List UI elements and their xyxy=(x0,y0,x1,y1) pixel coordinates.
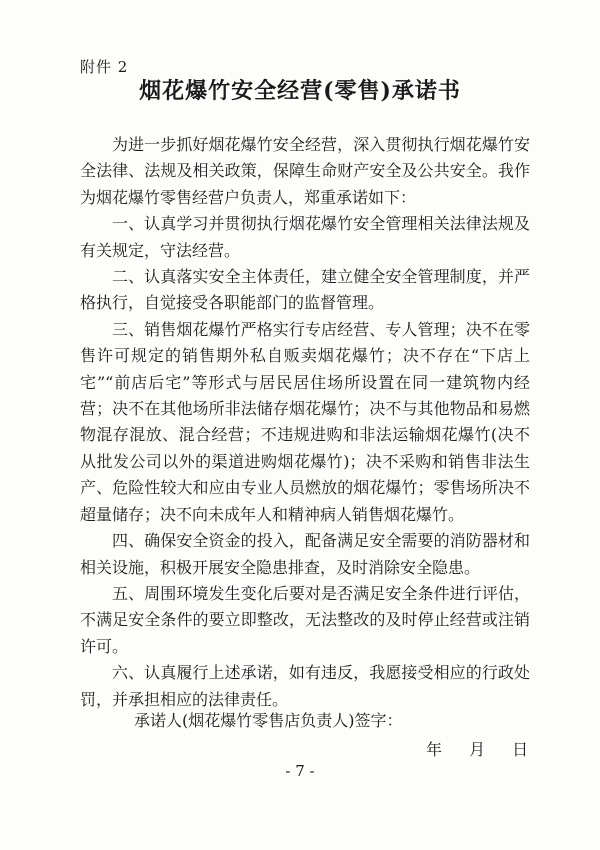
annex-label: 附件 2 xyxy=(80,58,129,76)
document-body xyxy=(80,132,530,713)
intro-paragraph: 为进一步抓好烟花爆竹安全经营，深入贯彻执行烟花爆竹安全法律、法规及相关政策，保障生命财产安全及公共安全。我作为烟花爆竹零售经营户负责人，郑重承诺如下： xyxy=(80,135,530,207)
pledge-item-5: 五、周围环境发生变化后要对是否满足安全条件进行评估，不满足安全条件的要立即整改，无法整改的及时停止经营或注销许可。 xyxy=(80,583,530,656)
pledge-item-4: 四、确保安全资金的投入，配备满足安全需要的消防器材和相关设施，积极开展安全隐患排查，及时消除安全隐患。 xyxy=(80,531,530,577)
pledge-item-6: 六、认真履行上述承诺，如有违反，我愿接受相应的行政处罚，并承担相应的法律责任。 xyxy=(80,663,530,709)
signer-signature-line: 承诺人(烟花爆竹零售店负责人)签字： xyxy=(134,711,403,730)
pledge-item-1: 一、认真学习并贯彻执行烟花爆竹安全管理相关法律法规及有关规定，守法经营。 xyxy=(80,214,530,260)
date-line: 年 月 日 xyxy=(426,740,529,759)
document-title: 烟花爆竹安全经营(零售)承诺书 xyxy=(139,78,461,104)
pledge-item-2: 二、认真落实安全主体责任，建立健全安全管理制度，并严格执行，自觉接受各职能部门的监督管理。 xyxy=(80,267,530,313)
pledge-item-3: 三、销售烟花爆竹严格实行专店经营、专人管理；决不在零售许可规定的销售期外私自贩卖烟花爆竹；决不存在“下店上宅”“前店后宅”等形式与居民居住场所设置在同一建筑物内经营；决不在其他场所非法储存烟花爆竹；决不与其他物品和易燃物混存混放、混合经营；不违规进购和非法运输烟花爆竹(决不从批发公司以外的渠道进购烟花爆竹)；决不采购和销售非法生产、危险性较大和应由专业人员燃放的烟花爆竹；零售场所决不超量储存；决不向未成年人和精神病人销售烟花爆竹。 xyxy=(80,319,530,524)
page-number: - 7 - xyxy=(285,762,315,780)
